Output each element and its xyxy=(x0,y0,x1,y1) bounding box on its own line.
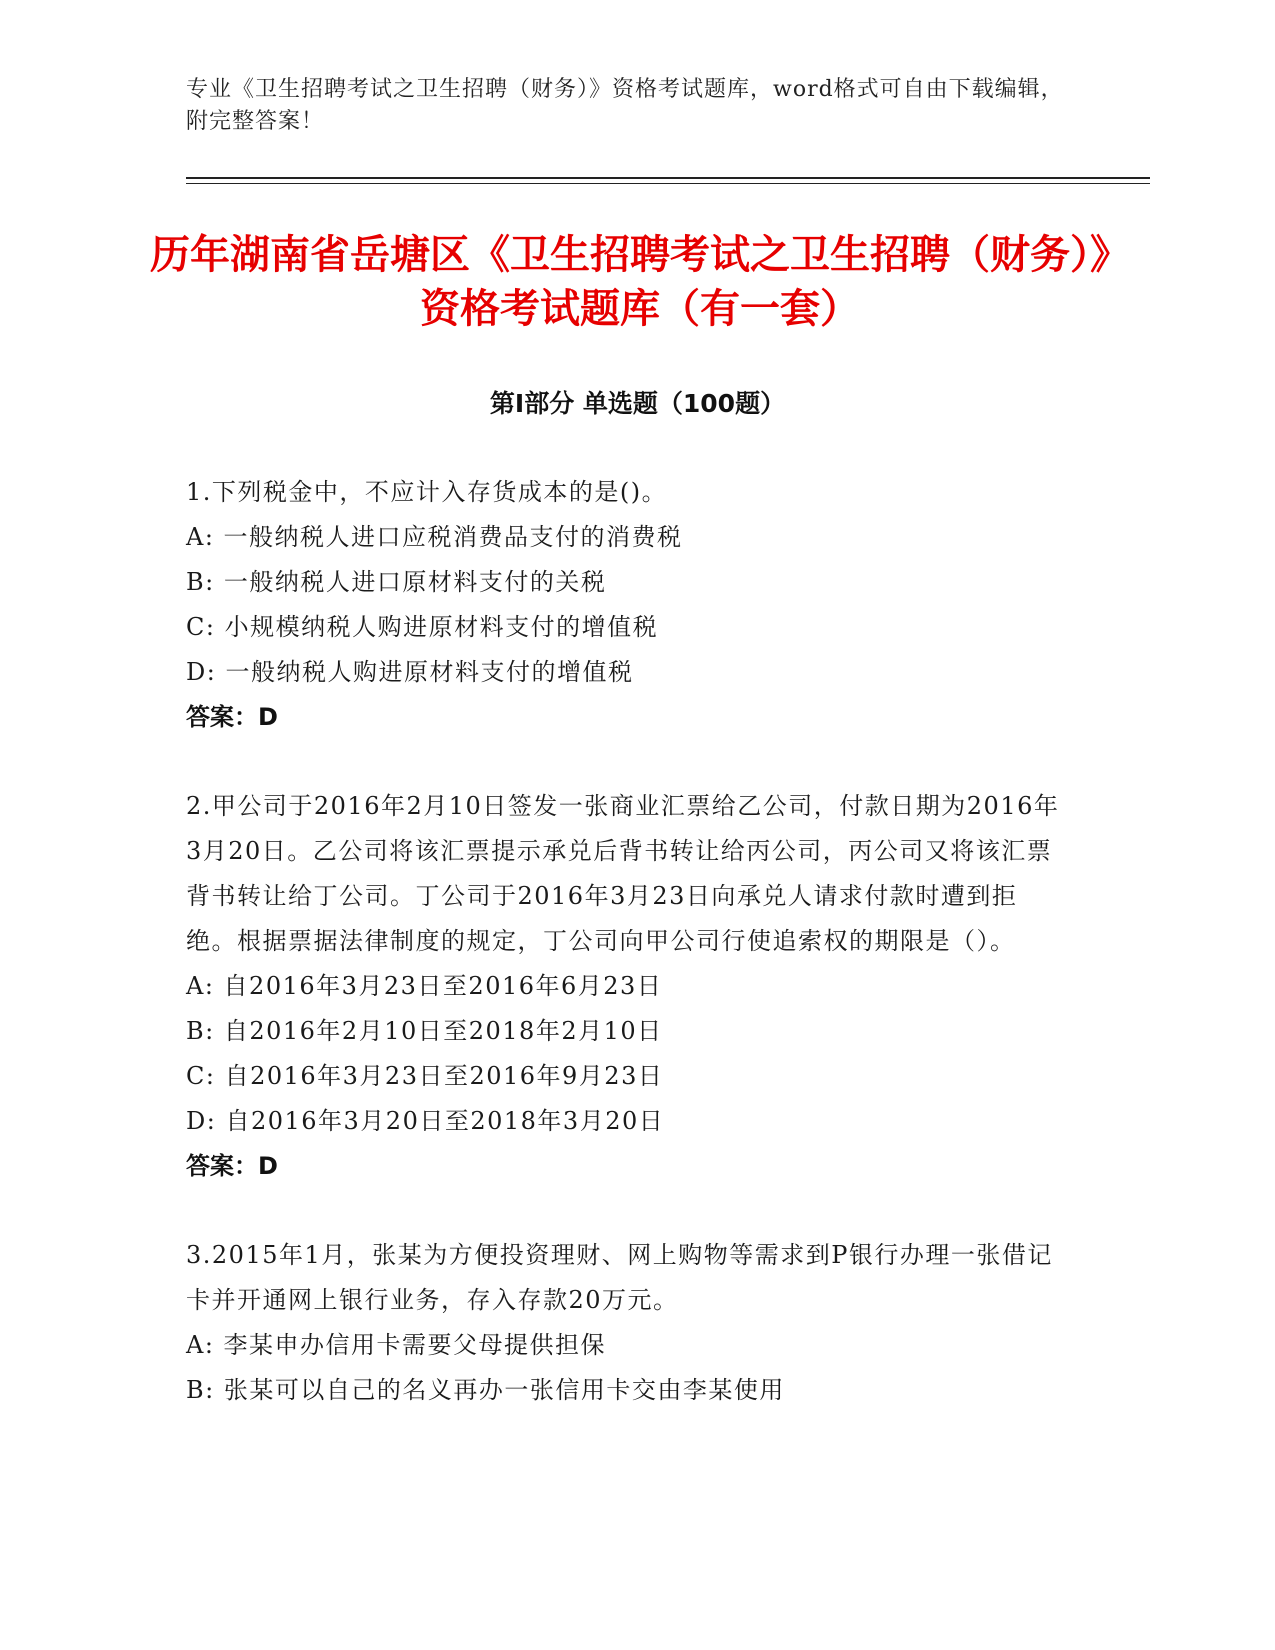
option-b: B: 一般纳税人进口原材料支付的关税 xyxy=(186,568,607,596)
option-c: C: 小规模纳税人购进原材料支付的增值税 xyxy=(186,613,659,641)
question-3 xyxy=(186,1233,1066,1413)
option-a: A: 一般纳税人进口应税消费品支付的消费税 xyxy=(186,523,683,551)
option-a: A: 李某申办信用卡需要父母提供担保 xyxy=(186,1331,607,1359)
answer-line: 答案：D xyxy=(186,1152,278,1180)
question-stem: 2.甲公司于2016年2月10日签发一张商业汇票给乙公司，付款日期为2016年3月20日。乙公司将该汇票提示承兑后背书转让给丙公司，丙公司又将该汇票背书转让给丁公司。丁公司于2016年3月23日向承兑人请求付款时遭到拒绝。根据票据法律制度的规定，丁公司向甲公司行使追索权的期限是（）。 xyxy=(186,792,1060,955)
option-a: A: 自2016年3月23日至2016年6月23日 xyxy=(186,972,663,1000)
option-b: B: 张某可以自己的名义再办一张信用卡交由李某使用 xyxy=(186,1376,785,1404)
option-d: D: 一般纳税人购进原材料支付的增值税 xyxy=(186,658,634,686)
question-list xyxy=(186,470,1066,1457)
section-heading: 第Ⅰ部分 单选题（100题） xyxy=(489,389,786,418)
document-title: 历年湖南省岳塘区《卫生招聘考试之卫生招聘（财务）》资格考试题库（有一套） xyxy=(150,232,1130,332)
option-d: D: 自2016年3月20日至2018年3月20日 xyxy=(186,1107,665,1135)
option-b: B: 自2016年2月10日至2018年2月10日 xyxy=(186,1017,663,1045)
question-stem: 1.下列税金中，不应计入存货成本的是()。 xyxy=(186,478,668,506)
answer-line: 答案：D xyxy=(186,703,278,731)
question-stem: 3.2015年1月，张某为方便投资理财、网上购物等需求到P银行办理一张借记卡并开通网上银行业务，存入存款20万元。 xyxy=(186,1241,1053,1314)
option-c: C: 自2016年3月23日至2016年9月23日 xyxy=(186,1062,664,1090)
header-note: 专业《卫生招聘考试之卫生招聘（财务）》资格考试题库，word格式可自由下载编辑，附完整答案！ xyxy=(186,77,1064,134)
question-1 xyxy=(186,470,1066,740)
header-divider-thin xyxy=(186,183,1150,184)
question-2 xyxy=(186,784,1066,1189)
header-divider xyxy=(186,177,1150,179)
